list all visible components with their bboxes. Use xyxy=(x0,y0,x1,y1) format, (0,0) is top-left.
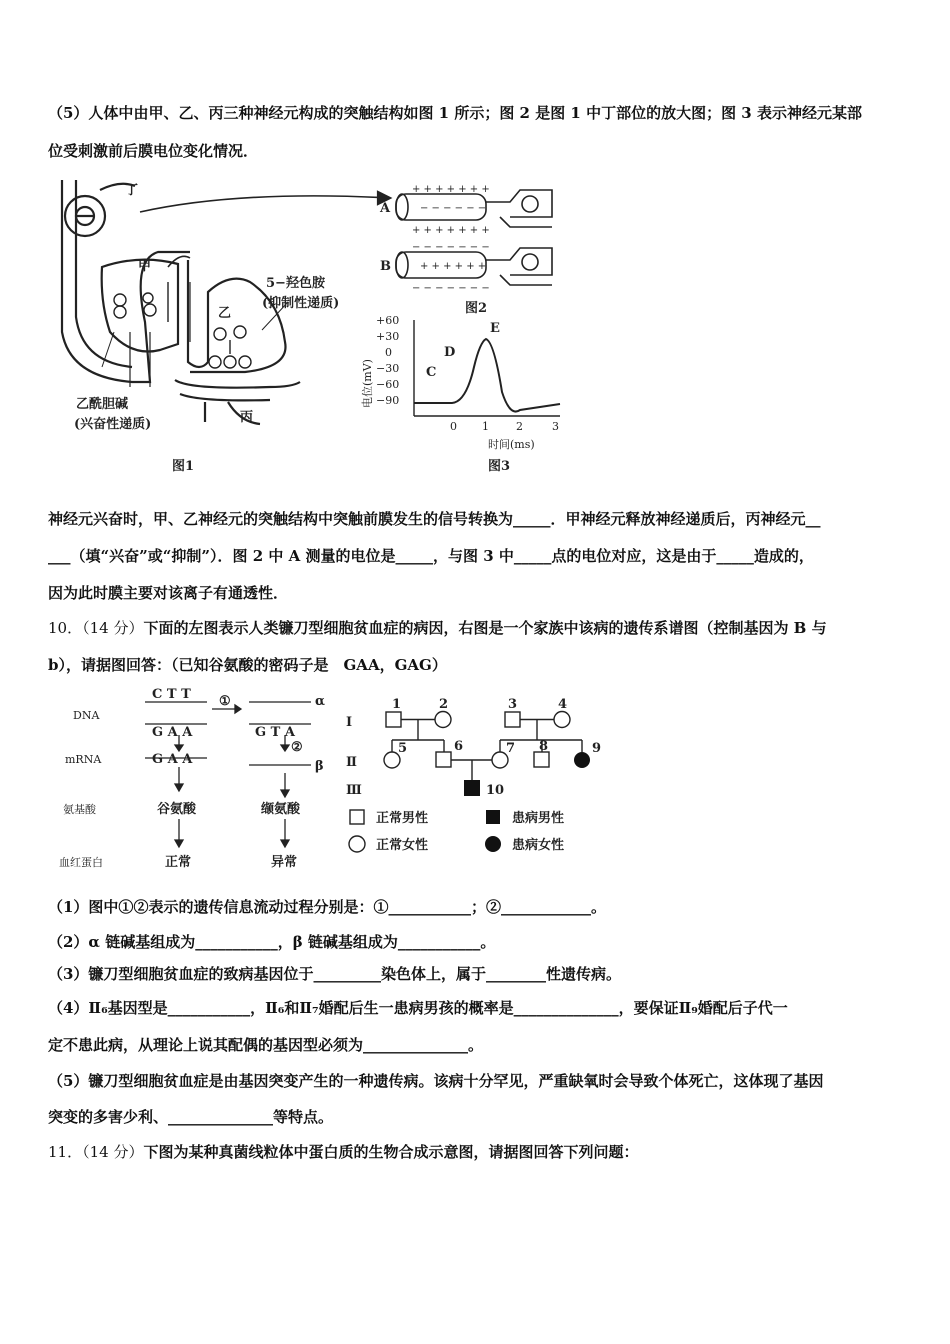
label-ach-note: (兴奋性递质) xyxy=(74,417,152,432)
svg-text:+ + + + + +: + + + + + + xyxy=(420,261,487,272)
q10-stem-b: b），请据图回答：（已知谷氨酸的密码子是 GAA，GAG） xyxy=(48,656,447,674)
pedigree-num-9: 9 xyxy=(592,741,602,756)
figure-1 xyxy=(62,180,390,424)
row-amino-acid: 氨基酸 xyxy=(63,803,96,816)
pedigree-num-8: 8 xyxy=(539,739,549,754)
q10-sub2: （2）α 链碱基组成为___________，β 链碱基组成为___________。 xyxy=(48,933,496,951)
label-fig2-a: A xyxy=(380,201,391,216)
pedigree-chart xyxy=(340,690,610,860)
q11-stem-line xyxy=(48,1141,638,1162)
row-dna: DNA xyxy=(73,709,100,722)
pedigree-num-4: 4 xyxy=(558,697,568,712)
gen-1: Ⅰ xyxy=(346,715,353,730)
gen-3: Ⅲ xyxy=(346,783,362,798)
figure-2-caption: 图2 xyxy=(465,301,488,316)
seq-mutant: G T A xyxy=(255,725,295,740)
legend-affected-female: 患病女性 xyxy=(512,838,565,853)
legend-normal-male: 正常男性 xyxy=(376,811,429,826)
ytick-4: −30 xyxy=(376,362,400,375)
hb-mutant: 异常 xyxy=(271,855,298,870)
svg-text:− − − − − −: − − − − − − xyxy=(420,203,487,214)
label-point-e: E xyxy=(490,321,500,336)
aa-mutant: 缬氨酸 xyxy=(261,802,301,817)
xtick-2: 1 xyxy=(482,420,489,433)
svg-text:− − − − − − −: − − − − − − − xyxy=(412,283,490,294)
figure-3-caption: 图3 xyxy=(488,459,511,474)
label-alpha: α xyxy=(315,694,326,709)
sickle-cell-diagram xyxy=(55,683,355,883)
q9-5-line3: 神经元兴奋时，甲、乙神经元的突触结构中突触前膜发生的信号转换为_____．甲神经元释放神经递质后，丙神经元__ xyxy=(48,510,821,528)
pedigree-num-10: 10 xyxy=(486,783,505,798)
legend-affected-male: 患病男性 xyxy=(512,811,565,826)
q10-sub1: （1）图中①②表示的遗传信息流动过程分别是：①___________；②____________。 xyxy=(48,898,606,916)
figure-1-caption: 图1 xyxy=(172,459,195,474)
label-ding: 丁 xyxy=(125,183,139,198)
q10-stem-line1 xyxy=(48,617,827,638)
figure-3-xlabel: 时间(ms) xyxy=(488,438,535,451)
q10-sub5-line1: （5）镰刀型细胞贫血症是由基因突变产生的一种遗传病。该病十分罕见，严重缺氧时会导致个体死亡，这体现了基因 xyxy=(48,1072,824,1090)
gen-2: Ⅱ xyxy=(346,755,357,770)
row-hemoglobin: 血红蛋白 xyxy=(59,856,103,869)
svg-text:+ + + + + + +: + + + + + + + xyxy=(412,225,490,236)
seq-top: C T T xyxy=(152,687,191,702)
q10-sub3: （3）镰刀型细胞贫血症的致病基因位于_________染色体上，属于________性遗传病。 xyxy=(48,965,621,983)
label-fig2-b: B xyxy=(380,259,391,274)
ytick-6: −90 xyxy=(376,394,400,407)
seq-mrna: G A A xyxy=(152,752,193,767)
ytick-3: 0 xyxy=(385,346,392,359)
mark-1: ① xyxy=(219,694,231,709)
seq-mid: G A A xyxy=(152,725,193,740)
q9-5-line1: （5）人体中由甲、乙、丙三种神经元构成的突触结构如图 1 所示；图 2 是图 1 中丁部位的放大图；图 3 表示神经元某部 xyxy=(48,104,862,122)
label-yi: 乙 xyxy=(218,306,232,321)
pedigree-num-3: 3 xyxy=(508,697,518,712)
figure-3-ylabel: 电位(mV) xyxy=(361,359,374,408)
hb-normal: 正常 xyxy=(165,855,192,870)
label-point-d: D xyxy=(444,345,456,360)
q10-sub4-line1: （4）Ⅱ₆基因型是___________，Ⅱ₆和Ⅱ₇婚配后生一患病男孩的概率是______________，要保证Ⅱ₉婚配后子代一 xyxy=(48,999,788,1017)
q10-sub4-line2: 定不患此病，从理论上说其配偶的基因型必须为______________。 xyxy=(48,1036,484,1054)
label-ach: 乙酰胆碱 xyxy=(76,397,129,412)
q10-number: 10． xyxy=(48,619,83,637)
q9-5-line4: ___（填“兴奋”或“抑制”）．图 2 中 A 测量的电位是_____，与图 3 中_____点的电位对应，这是由于_____造成的， xyxy=(48,547,814,565)
svg-text:− − − − − − −: − − − − − − − xyxy=(412,242,490,253)
ytick-2: +30 xyxy=(376,330,400,343)
label-serotonin-note: (抑制性递质) xyxy=(262,296,340,311)
pedigree-num-5: 5 xyxy=(398,741,408,756)
legend-normal-female: 正常女性 xyxy=(376,838,429,853)
q11-stem: 下图为某种真菌线粒体中蛋白质的生物合成示意图，请据图回答下列问题： xyxy=(143,1143,639,1161)
q11-score: （14 分） xyxy=(82,1143,144,1161)
label-point-c: C xyxy=(426,365,437,380)
q9-5-line5: 因为此时膜主要对该离子有通透性． xyxy=(48,584,289,602)
ytick-5: −60 xyxy=(376,378,400,391)
xtick-1: 0 xyxy=(450,420,457,433)
label-jia: 甲 xyxy=(138,259,152,274)
label-bing: 丙 xyxy=(240,410,254,425)
pedigree-num-1: 1 xyxy=(392,697,402,712)
ytick-1: +60 xyxy=(376,314,400,327)
q9-5-line2: 位受刺激前后膜电位变化情况． xyxy=(48,142,259,160)
figure-3 xyxy=(360,314,560,474)
mark-2: ② xyxy=(291,740,303,755)
neuron-figures xyxy=(40,172,620,482)
xtick-4: 3 xyxy=(552,420,559,433)
label-beta: β xyxy=(315,759,324,774)
q11-number: 11． xyxy=(48,1143,83,1161)
xtick-3: 2 xyxy=(516,420,523,433)
pedigree-num-2: 2 xyxy=(439,697,449,712)
pedigree-num-6: 6 xyxy=(454,739,464,754)
aa-normal: 谷氨酸 xyxy=(157,802,197,817)
pedigree-num-7: 7 xyxy=(506,741,516,756)
q10-stem-a: 下面的左图表示人类镰刀型细胞贫血症的病因，右图是一个家族中该病的遗传系谱图（控制基因为 B 与 xyxy=(143,619,827,637)
q10-sub5-line2: 突变的多害少利、______________等特点。 xyxy=(48,1108,334,1126)
row-mrna: mRNA xyxy=(65,753,102,766)
label-serotonin: 5−羟色胺 xyxy=(266,276,325,291)
svg-text:+ + + + + + +: + + + + + + + xyxy=(412,184,490,195)
q10-score: （14 分） xyxy=(82,619,144,637)
